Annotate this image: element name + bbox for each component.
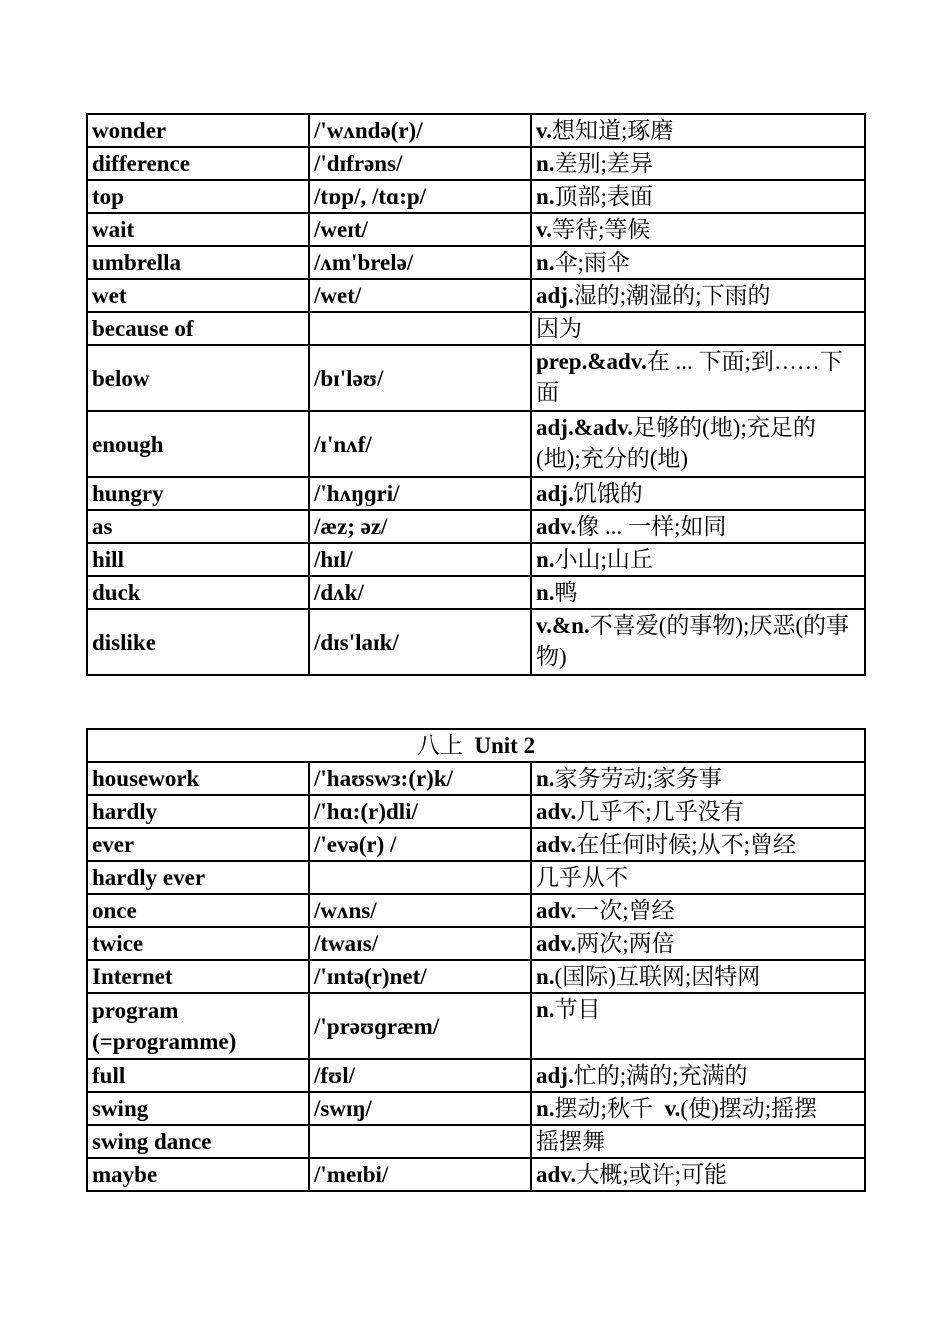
word: as — [87, 510, 309, 543]
phonetic: /'dɪfrəns/ — [309, 147, 531, 180]
phonetic: /ʌm'brelə/ — [309, 246, 531, 279]
phonetic: /swɪŋ/ — [309, 1092, 531, 1125]
word: below — [87, 345, 309, 411]
unit-header-row — [87, 729, 865, 762]
word: wait — [87, 213, 309, 246]
meaning: 因为 — [536, 316, 582, 341]
meaning-cell — [531, 1158, 865, 1191]
word: swing dance — [87, 1125, 309, 1158]
part-of-speech: adv. — [536, 1162, 577, 1187]
table-row — [87, 510, 865, 543]
table-row — [87, 576, 865, 609]
word: swing — [87, 1092, 309, 1125]
meaning: 在 ... 下面;到……下面 — [536, 349, 843, 405]
word: umbrella — [87, 246, 309, 279]
part-of-speech: adj. — [536, 283, 574, 308]
phonetic — [309, 861, 531, 894]
part-of-speech: n. — [536, 580, 555, 605]
word: Internet — [87, 960, 309, 993]
meaning: 摆动;秋千 — [554, 1096, 653, 1121]
table-row — [87, 993, 865, 1059]
phonetic — [309, 1125, 531, 1158]
table-row — [87, 828, 865, 861]
table-row — [87, 147, 865, 180]
vocab-table-1 — [86, 113, 866, 676]
word: once — [87, 894, 309, 927]
meaning-cell — [531, 1092, 865, 1125]
table-row — [87, 543, 865, 576]
meaning-cell — [531, 1059, 865, 1092]
word: hill — [87, 543, 309, 576]
word: hungry — [87, 477, 309, 510]
part-of-speech: n. — [536, 151, 555, 176]
meaning: 想知道;琢磨 — [551, 118, 674, 143]
table-row — [87, 1059, 865, 1092]
part-of-speech: adv. — [536, 832, 577, 857]
meaning-cell — [531, 609, 865, 675]
part-of-speech: n. — [536, 1096, 555, 1121]
meaning-cell — [531, 960, 865, 993]
meaning-cell — [531, 510, 865, 543]
meaning-cell — [531, 312, 865, 345]
word: full — [87, 1059, 309, 1092]
meaning: 忙的;满的;充满的 — [573, 1063, 748, 1088]
meaning: 鸭 — [554, 580, 578, 605]
meaning: 家务劳动;家务事 — [554, 766, 722, 791]
word: difference — [87, 147, 309, 180]
meaning-cell — [531, 411, 865, 477]
phonetic: /hɪl/ — [309, 543, 531, 576]
part-of-speech: n. — [536, 184, 555, 209]
part-of-speech: adv. — [536, 898, 577, 923]
part-of-speech: n. — [536, 766, 555, 791]
meaning: 摇摆舞 — [536, 1129, 605, 1154]
part-of-speech: adj. — [536, 1063, 574, 1088]
unit-title-cn: 八上 — [416, 733, 463, 758]
meaning: 足够的(地);充足的(地);充分的(地) — [536, 415, 816, 471]
table-row — [87, 762, 865, 795]
word: hardly — [87, 795, 309, 828]
word: duck — [87, 576, 309, 609]
word: top — [87, 180, 309, 213]
phonetic: /fʊl/ — [309, 1059, 531, 1092]
word: wet — [87, 279, 309, 312]
table-row — [87, 1092, 865, 1125]
meaning-cell — [531, 213, 865, 246]
part-of-speech: n. — [536, 964, 555, 989]
meaning-cell — [531, 180, 865, 213]
part-of-speech: n. — [536, 547, 555, 572]
meaning: 几乎从不 — [536, 865, 628, 890]
meaning-cell — [531, 114, 865, 147]
phonetic: /dʌk/ — [309, 576, 531, 609]
phonetic — [309, 312, 531, 345]
phonetic: /'ɪntə(r)net/ — [309, 960, 531, 993]
phonetic: /'wʌndə(r)/ — [309, 114, 531, 147]
phonetic: /ɪ'nʌf/ — [309, 411, 531, 477]
meaning-cell — [531, 894, 865, 927]
table-row — [87, 960, 865, 993]
meaning: 几乎不;几乎没有 — [576, 799, 744, 824]
meaning-cell — [531, 279, 865, 312]
table-row — [87, 411, 865, 477]
meaning-cell — [531, 927, 865, 960]
part-of-speech: v. — [536, 118, 552, 143]
part-of-speech: adv. — [536, 514, 577, 539]
table-row — [87, 180, 865, 213]
part-of-speech-2: v. — [664, 1096, 681, 1121]
table-row — [87, 1125, 865, 1158]
meaning-cell — [531, 762, 865, 795]
word: ever — [87, 828, 309, 861]
part-of-speech: n. — [536, 997, 555, 1022]
word: hardly ever — [87, 861, 309, 894]
phonetic: /'meɪbi/ — [309, 1158, 531, 1191]
phonetic: /weɪt/ — [309, 213, 531, 246]
table-row — [87, 213, 865, 246]
meaning-cell — [531, 828, 865, 861]
phonetic: /twaɪs/ — [309, 927, 531, 960]
table-row — [87, 894, 865, 927]
part-of-speech: adv. — [536, 799, 577, 824]
meaning: 像 ... 一样;如同 — [576, 514, 727, 539]
phonetic: /'hɑ:(r)dli/ — [309, 795, 531, 828]
phonetic: /'prəʊɡræm/ — [309, 993, 531, 1059]
meaning-cell — [531, 246, 865, 279]
meaning: 湿的;潮湿的;下雨的 — [573, 283, 771, 308]
table-row — [87, 312, 865, 345]
meaning: 饥饿的 — [573, 481, 643, 506]
word: housework — [87, 762, 309, 795]
meaning-cell — [531, 795, 865, 828]
table-row — [87, 279, 865, 312]
meaning-cell — [531, 993, 865, 1059]
meaning: 不喜爱(的事物);厌恶(的事物) — [536, 613, 850, 669]
meaning: 一次;曾经 — [576, 898, 675, 923]
phonetic: /'hʌŋɡri/ — [309, 477, 531, 510]
word: wonder — [87, 114, 309, 147]
phonetic: /æz; əz/ — [309, 510, 531, 543]
table-row — [87, 609, 865, 675]
meaning: 顶部;表面 — [554, 184, 653, 209]
meaning-cell — [531, 543, 865, 576]
phonetic: /'haʊswɜ:(r)k/ — [309, 762, 531, 795]
meaning: (国际)互联网;因特网 — [554, 964, 761, 989]
meaning-cell — [531, 345, 865, 411]
table-row — [87, 345, 865, 411]
table-row — [87, 861, 865, 894]
part-of-speech: v.&n. — [536, 613, 590, 638]
part-of-speech: adj.&adv. — [536, 415, 634, 440]
meaning: 等待;等候 — [551, 217, 651, 242]
meaning: 小山;山丘 — [554, 547, 653, 572]
meaning: 在任何时候;从不;曾经 — [576, 832, 797, 857]
phonetic: /'evə(r) / — [309, 828, 531, 861]
phonetic: /tɒp/, /tɑ:p/ — [309, 180, 531, 213]
word: maybe — [87, 1158, 309, 1191]
meaning-2: (使)摆动;摇摆 — [680, 1096, 818, 1121]
table-row — [87, 927, 865, 960]
word: program (=programme) — [87, 993, 309, 1059]
meaning-cell — [531, 1125, 865, 1158]
meaning-cell — [531, 576, 865, 609]
table-row — [87, 477, 865, 510]
vocab-table-2 — [86, 728, 866, 1192]
meaning-cell — [531, 861, 865, 894]
word: because of — [87, 312, 309, 345]
meaning: 节目 — [554, 997, 601, 1022]
meaning-cell — [531, 147, 865, 180]
phonetic: /wʌns/ — [309, 894, 531, 927]
meaning: 两次;两倍 — [576, 931, 675, 956]
word: enough — [87, 411, 309, 477]
table-row — [87, 246, 865, 279]
table-row — [87, 114, 865, 147]
meaning: 大概;或许;可能 — [576, 1162, 728, 1187]
meaning-cell — [531, 477, 865, 510]
part-of-speech: prep.&adv. — [536, 349, 647, 374]
table-row — [87, 1158, 865, 1191]
unit-title — [87, 729, 865, 762]
phonetic: /wet/ — [309, 279, 531, 312]
part-of-speech: n. — [536, 250, 555, 275]
meaning: 差别;差异 — [554, 151, 653, 176]
table-row — [87, 795, 865, 828]
phonetic: /dɪs'laɪk/ — [309, 609, 531, 675]
phonetic: /bɪ'ləʊ/ — [309, 345, 531, 411]
word: dislike — [87, 609, 309, 675]
word: twice — [87, 927, 309, 960]
part-of-speech: adv. — [536, 931, 577, 956]
meaning: 伞;雨伞 — [554, 250, 630, 275]
part-of-speech: v. — [536, 217, 552, 242]
unit-title-en: Unit 2 — [474, 733, 536, 758]
part-of-speech: adj. — [536, 481, 574, 506]
